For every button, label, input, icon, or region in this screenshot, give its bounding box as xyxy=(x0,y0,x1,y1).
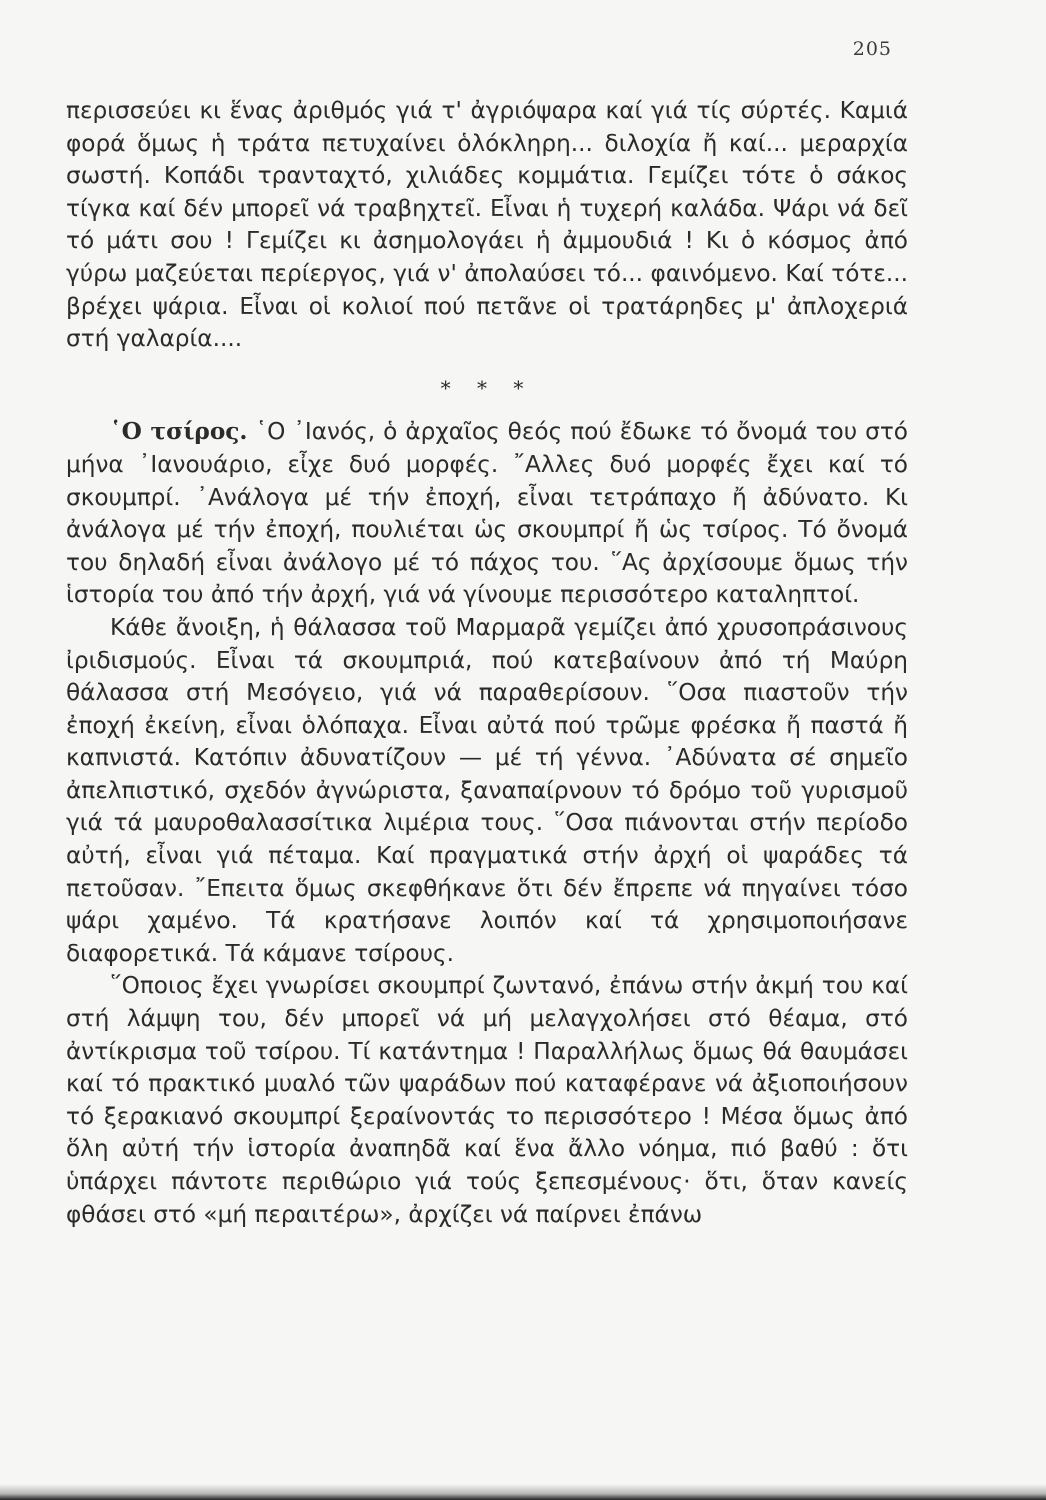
section-first-paragraph-text: ῾Ο ᾽Ιανός, ὁ ἀρχαῖος θεός πού ἔδωκε τό ὄνομά του στό μήνα ᾽Ιανουάριο, εἶχε δυό μορφές. ῎Αλλες δυό μορφές ἔχει καί τό σκουμπρί. ᾽Ανάλογα μέ τήν ἐποχή, εἶναι τετράπαχο ἤ ἀδύνατο. Κι ἀνάλογα μέ τήν ἐποχή, πουλιέται ὡς σκουμπρί ἤ ὡς τσίρος. Τό ὄνομά του δηλαδή εἶναι ἀνάλογο μέ τό πάχος του. ῞Ας ἀρχίσουμε ὅμως τήν ἱστορία του ἀπό τήν ἀρχή, γιά νά γίνουμε περισσότερο καταληπτοί. xyxy=(66,418,908,609)
section-heading: ῾Ο τσίρος. xyxy=(110,418,248,446)
scan-bottom-edge xyxy=(0,1484,1046,1500)
page-number: 205 xyxy=(852,38,892,60)
body-text xyxy=(66,95,908,1231)
section-first-paragraph xyxy=(66,416,908,612)
paragraph-opening: περισσεύει κι ἕνας ἀριθμός γιά τ' ἀγριόψαρα καί γιά τίς σύρτές. Καμιά φορά ὅμως ἡ τράτα πετυχαίνει ὁλόκληρη... διλοχία ἤ καί... μεραρχία σωστή. Κοπάδι τρανταχτό, χιλιάδες κομμάτια. Γεμίζει τότε ὁ σάκος τίγκα καί δέν μπορεῖ νά τραβηχτεῖ. Εἶναι ἡ τυχερή καλάδα. Ψάρι νά δεῖ τό μάτι σου ! Γεμίζει κι ἀσημολογάει ἡ ἀμμουδιά ! Κι ὁ κόσμος ἀπό γύρω μαζεύεται περίεργος, γιά ν' ἀπολαύσει τό... φαινόμενο. Καί τότε... βρέχει ψάρια. Εἶναι οἱ κολιοί πού πετᾶνε οἱ τρατάρηδες μ' ἀπλοχεριά στή γαλαρία.... xyxy=(66,97,908,353)
paragraph-closing: ῞Οποιος ἔχει γνωρίσει σκουμπρί ζωντανό, ἐπάνω στήν ἀκμή του καί στή λάμψη του, δέν μπορεῖ νά μή μελαγχολήσει στό θέαμα, στό ἀντίκρισμα τοῦ τσίρου. Τί κατάντημα ! Παραλλήλως ὅμως θά θαυμάσει καί τό πρακτικό μυαλό τῶν ψαράδων πού καταφέρανε νά ἀξιοποιήσουν τό ξερακιανό σκουμπρί ξεραίνοντάς το περισσότερο ! Μέσα ὅμως ἀπό ὅλη αὐτή τήν ἱστορία ἀναπηδᾶ καί ἕνα ἄλλο νόημα, πιό βαθύ : ὅτι ὑπάρχει πάντοτε περιθώριο γιά τούς ξεπεσμένους· ὅτι, ὅταν κανείς φθάσει στό «μή περαιτέρω», ἀρχίζει νά παίρνει ἐπάνω xyxy=(66,972,908,1228)
paragraph-spring: Κάθε ἄνοιξη, ἡ θάλασσα τοῦ Μαρμαρᾶ γεμίζει ἀπό χρυσοπράσινους ἰριδισμούς. Εἶναι τά σκουμπριά, πού κατεβαίνουν ἀπό τή Μαύρη θάλασσα στή Μεσόγειο, γιά νά παραθερίσουν. ῞Οσα πιαστοῦν τήν ἐποχή ἐκείνη, εἶναι ὁλόπαχα. Εἶναι αὐτά πού τρῶμε φρέσκα ἤ παστά ἤ καπνιστά. Κατόπιν ἀδυνατίζουν — μέ τή γέννα. ᾽Αδύνατα σέ σημεῖο ἀπελπιστικό, σχεδόν ἀγνώριστα, ξαναπαίρνουν τό δρόμο τοῦ γυρισμοῦ γιά τά μαυροθαλασσίτικα λιμέρια τους. ῞Οσα πιάνονται στήν περίοδο αὐτή, εἶναι γιά πέταμα. Καί πραγματικά στήν ἀρχή οἱ ψαράδες τά πετοῦσαν. ῎Επειτα ὅμως σκεφθήκανε ὅτι δέν ἔπρεπε νά πηγαίνει τόσο ψάρι χαμένο. Τά κρατήσανε λοιπόν καί τά χρησιμοποιήσανε διαφορετικά. Τά κάμανε τσίρους. xyxy=(66,613,908,967)
section-separator: * * * xyxy=(440,375,534,400)
